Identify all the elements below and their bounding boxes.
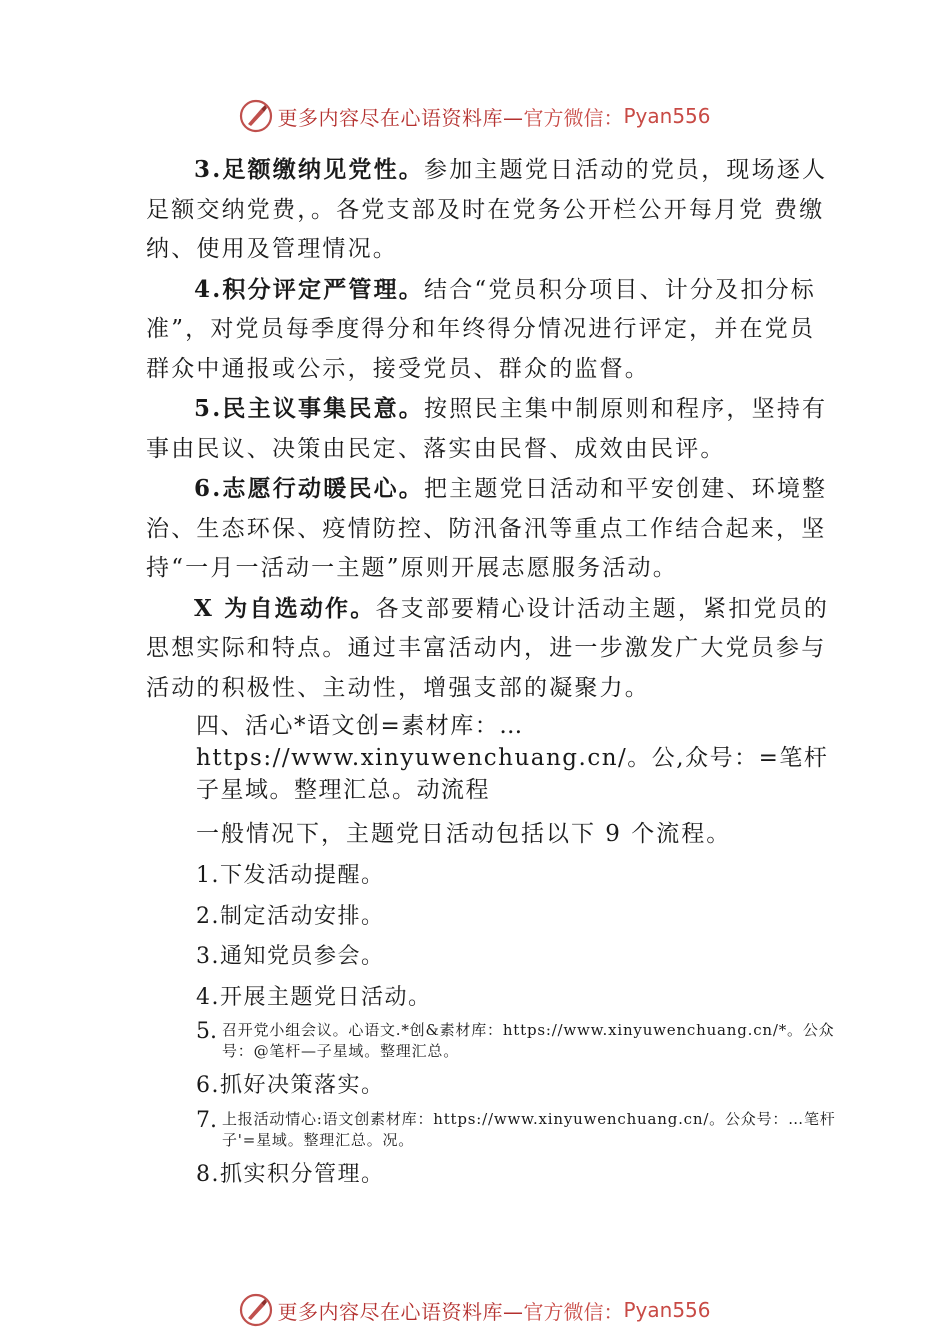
document-body [146,150,836,1195]
paragraph [146,589,836,709]
list-item: 7. 上报活动情心:语文创素材库：https://www.xinyuwenchuang.cn/。公众号：…笔杆子'=星域。整理汇总。况。 [196,1107,836,1149]
watermark-wechat-id: Pyan556 [623,104,711,128]
step-text: 开展主题党日活动。 [220,984,432,1010]
list-item: 2.制定活动安排。 [196,903,385,929]
paragraph-heading: 4.积分评定严管理。 [194,275,425,303]
paragraph-heading: 6.志愿行动暖民心。 [194,475,425,502]
list-item: 4.开展主题党日活动。 [196,984,432,1010]
intro-text: 一般情况下，主题党日活动包括以下 9 个流程。 [196,821,732,847]
pen-logo-icon [239,1293,273,1327]
step-text: 抓好决策落实。 [220,1073,385,1098]
footer-watermark [0,1290,950,1330]
step-text: 抓实积分管理。 [220,1161,385,1187]
list-item: 8.抓实积分管理。 [196,1161,385,1187]
paragraph [146,389,836,469]
pen-logo-icon [239,99,273,133]
list-item: 3.通知党员参会。 [196,944,385,969]
paragraph-heading: 5.民主议事集民意。 [194,395,425,422]
paragraph [146,270,836,390]
watermark-wechat-id: Pyan556 [623,1298,711,1322]
paragraph-text: 按照民主集中制原则和程序，坚持有事由民议、决策由民定、落实由民督、成效由民评。 [146,396,828,462]
watermark-text: 更多内容尽在心语资料库— [277,1299,524,1324]
paragraph [146,469,836,589]
paragraph-text: 把主题党日活动和平安创建、环境整治、生态环保、疫情防控、防汛备汛等重点工作结合起来，坚持“一月一活动一主题”原则开展志愿服务活动。 [146,476,828,581]
list-item: 6.抓好决策落实。 [196,1073,385,1098]
paragraph-text: 参加主题党日活动的党员，现场逐人足额交纳党费，。各党支部及时在党务公开栏公开每月党 费缴纳、使用及管理情况。 [146,157,828,262]
paragraph-text: 各支部要精心设计活动主题，紧扣党员的思想实际和特点。通过丰富活动内，进一步激发广大党员参与活动的积极性、主动性，增强支部的凝聚力。 [146,595,830,701]
section-heading: 四、活心*语文创=素材库：…https://www.xinyuwenchuang.cn/。公,众号：=笔杆子星域。整理汇总。动流程 [196,713,829,803]
step-text: 下发活动提醒。 [220,863,385,888]
step-text: 召开党小组会议。心语文.*创&素材库：https://www.xinyuwenchuang.cn/*。公众号：@笔杆—子星域。整理汇总。 [222,1021,835,1060]
step-text: 制定活动安排。 [220,903,385,929]
paragraph-heading: X 为自选动作。 [194,594,376,622]
header-watermark [0,96,950,136]
paragraph [146,150,836,270]
list-item: 1.下发活动提醒。 [196,863,385,888]
watermark-wechat-label: 官方微信： [523,105,624,130]
step-text: 上报活动情心:语文创素材库：https://www.xinyuwenchuang.cn/。公众号：…笔杆子'=星域。整理汇总。况。 [222,1109,836,1149]
watermark-text: 更多内容尽在心语资料库— [277,105,524,130]
list-item: 5. 召开党小组会议。心语文.*创&素材库：https://www.xinyuwenchuang.cn/*。公众号：@笔杆—子星域。整理汇总。 [196,1019,835,1060]
watermark-wechat-label: 官方微信： [523,1299,624,1324]
paragraph-text: 结合“党员积分项目、计分及扣分标准”，对党员每季度得分和年终得分情况进行评定，并在党员群众中通报或公示，接受党员、群众的监督。 [146,276,816,382]
paragraph-heading: 3.足额缴纳见党性。 [194,156,425,183]
step-text: 通知党员参会。 [220,944,385,969]
